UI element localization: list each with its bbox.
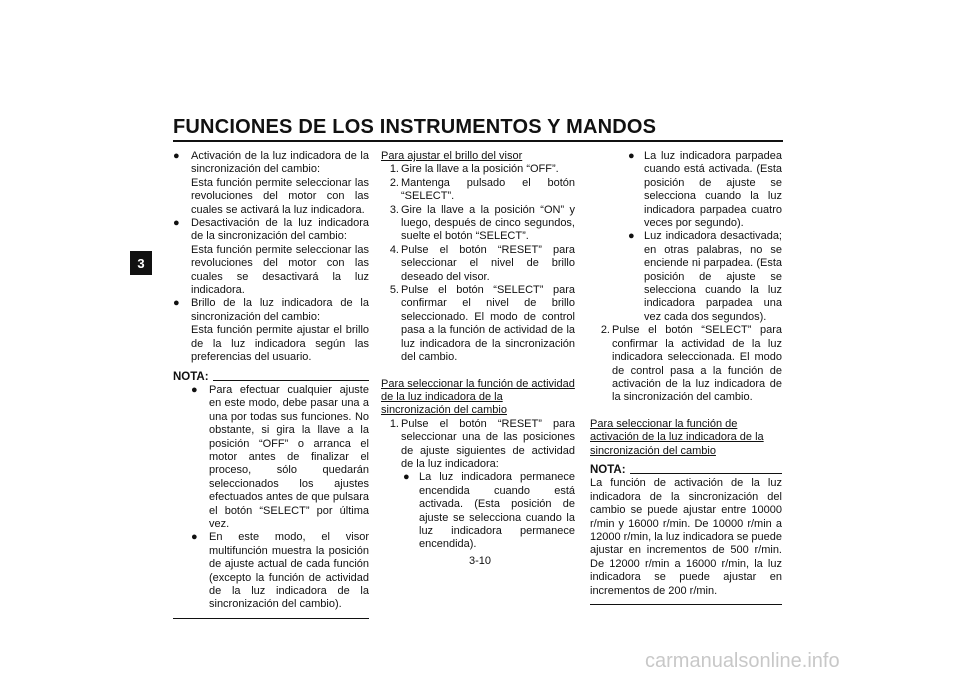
step-text: Gire la llave a la posición “OFF”. bbox=[401, 163, 559, 176]
nota-heading bbox=[173, 371, 369, 384]
step-item bbox=[381, 177, 575, 204]
nota-item bbox=[173, 384, 369, 531]
section-heading: Para seleccionar la función de actividad de la luz indicadora de la sincronización del cambio bbox=[381, 377, 575, 417]
nota-heading bbox=[590, 464, 782, 477]
nota-item-text: En este modo, el visor multifunción muestra la posición de ajuste actual de cada función (excepto la función de actividad de la luz indicadora de la sincronización del cambio). bbox=[209, 531, 369, 611]
step-item bbox=[381, 418, 575, 472]
bullet-icon: ● bbox=[628, 230, 635, 243]
bullet-icon: ● bbox=[403, 471, 410, 484]
nota-label: NOTA: bbox=[590, 463, 626, 476]
sub-item bbox=[590, 150, 782, 230]
sub-item bbox=[381, 471, 575, 551]
list-item bbox=[173, 217, 369, 297]
sub-item bbox=[590, 230, 782, 324]
step-number: 2. bbox=[600, 324, 610, 337]
page-number: 3-10 bbox=[468, 555, 492, 567]
step-text: Pulse el botón “RESET” para seleccionar el nivel de brillo deseado del visor. bbox=[401, 243, 575, 283]
nota-text: La función de activación de la luz indicadora de la sincronización del cambio se puede ajustar entre 10000 r/min y 16000 r/min. De 10000 r/min a 12000 r/min, la luz indicadora se puede ajustar en incrementos de 500 r/min. De 12000 r/min a 16000 r/min, la luz indicadora se puede ajustar en incrementos de 200 r/min. bbox=[590, 477, 783, 597]
nota-label: NOTA: bbox=[173, 370, 209, 383]
step-text: Pulse el botón “SELECT” para confirmar la actividad de la luz indicadora seleccionada. El modo de control pasa a la función de activación de la luz indicadora de la sincronización del cambio. bbox=[612, 324, 782, 404]
step-number: 4. bbox=[389, 243, 399, 256]
list-item bbox=[173, 150, 369, 217]
bullet-icon: ● bbox=[173, 217, 180, 230]
step-text: Gire la llave a la posición “ON” y luego, después de cinco segundos, suelte el botón “SELECT”. bbox=[401, 203, 575, 243]
column-2 bbox=[381, 150, 575, 552]
watermark: carmanualsonline.info bbox=[645, 650, 840, 672]
list-item-text: Brillo de la luz indicadora de la sincronización del cambio: Esta función permite ajustar el brillo de la luz indicadora según las preferencias del usuario. bbox=[191, 297, 369, 364]
step-item bbox=[381, 244, 575, 284]
section-heading: Para ajustar el brillo del visor bbox=[381, 150, 523, 162]
sub-item-text: Luz indicadora desactivada; en otras palabras, no se enciende ni parpadea. (Esta posición de ajuste se selecciona cuando la luz indicadora parpadea una vez cada dos segundos). bbox=[644, 230, 782, 323]
column-1 bbox=[173, 150, 369, 619]
bullet-icon: ● bbox=[173, 150, 180, 162]
step-number: 1. bbox=[389, 163, 399, 176]
step-number: 2. bbox=[389, 176, 399, 189]
step-text: Mantenga pulsado el botón “SELECT”. bbox=[401, 176, 575, 203]
page-header-title: FUNCIONES DE LOS INSTRUMENTOS Y MANDOS bbox=[173, 116, 657, 138]
list-item-text: Activación de la luz indicadora de la sincronización del cambio: Esta función permite seleccionar las revoluciones del motor con las cuales se activará la luz indicadora. bbox=[191, 150, 369, 216]
step-item bbox=[381, 284, 575, 364]
step-text: Pulse el botón “RESET” para seleccionar una de las posiciones de ajuste siguientes de actividad de la luz indicadora: bbox=[401, 417, 575, 470]
bullet-icon: ● bbox=[173, 297, 180, 310]
nota-end-rule bbox=[173, 618, 369, 619]
step-item bbox=[381, 204, 575, 244]
step-number: 1. bbox=[389, 417, 399, 430]
nota-rule bbox=[213, 380, 369, 381]
sub-item-text: La luz indicadora parpadea cuando está activada. (Esta posición de ajuste se selecciona cuando la luz indicadora parpadea cuatro veces por segundo). bbox=[644, 150, 782, 230]
nota-end-rule bbox=[590, 604, 782, 605]
section-heading: Para seleccionar la función de activación de la luz indicadora de la sincronización del cambio bbox=[590, 417, 764, 457]
nota-rule bbox=[630, 473, 782, 474]
nota-item bbox=[173, 531, 369, 611]
step-item bbox=[590, 324, 782, 404]
step-number: 3. bbox=[389, 203, 399, 216]
header-rule bbox=[173, 140, 783, 142]
bullet-icon: ● bbox=[191, 531, 198, 544]
list-item bbox=[173, 297, 369, 364]
sub-item-text: La luz indicadora permanece encendida cuando está activada. (Esta posición de ajuste se selecciona cuando la luz indicadora permanece encendida). bbox=[419, 471, 575, 551]
column-3 bbox=[590, 150, 782, 605]
chapter-tab: 3 bbox=[130, 251, 152, 275]
bullet-icon: ● bbox=[191, 383, 198, 396]
step-number: 5. bbox=[389, 284, 399, 297]
list-item-text: Desactivación de la luz indicadora de la sincronización del cambio: Esta función permite seleccionar las revoluciones del motor con las cuales se desactivará la luz indicadora. bbox=[191, 217, 369, 297]
nota-item-text: Para efectuar cualquier ajuste en este modo, debe pasar una a una por todas sus funciones. No obstante, si gira la llave a la posición “OFF” o arranca el motor antes de finalizar el proceso, sólo quedarán seleccionados los ajustes efectuados antes de que pulsara el botón “SELECT” por última vez. bbox=[209, 383, 369, 530]
step-item bbox=[381, 163, 575, 176]
bullet-icon: ● bbox=[628, 150, 635, 162]
step-text: Pulse el botón “SELECT” para confirmar el nivel de brillo seleccionado. El modo de control pasa a la función de actividad de la luz indicadora de la sincronización del cambio. bbox=[401, 284, 575, 364]
